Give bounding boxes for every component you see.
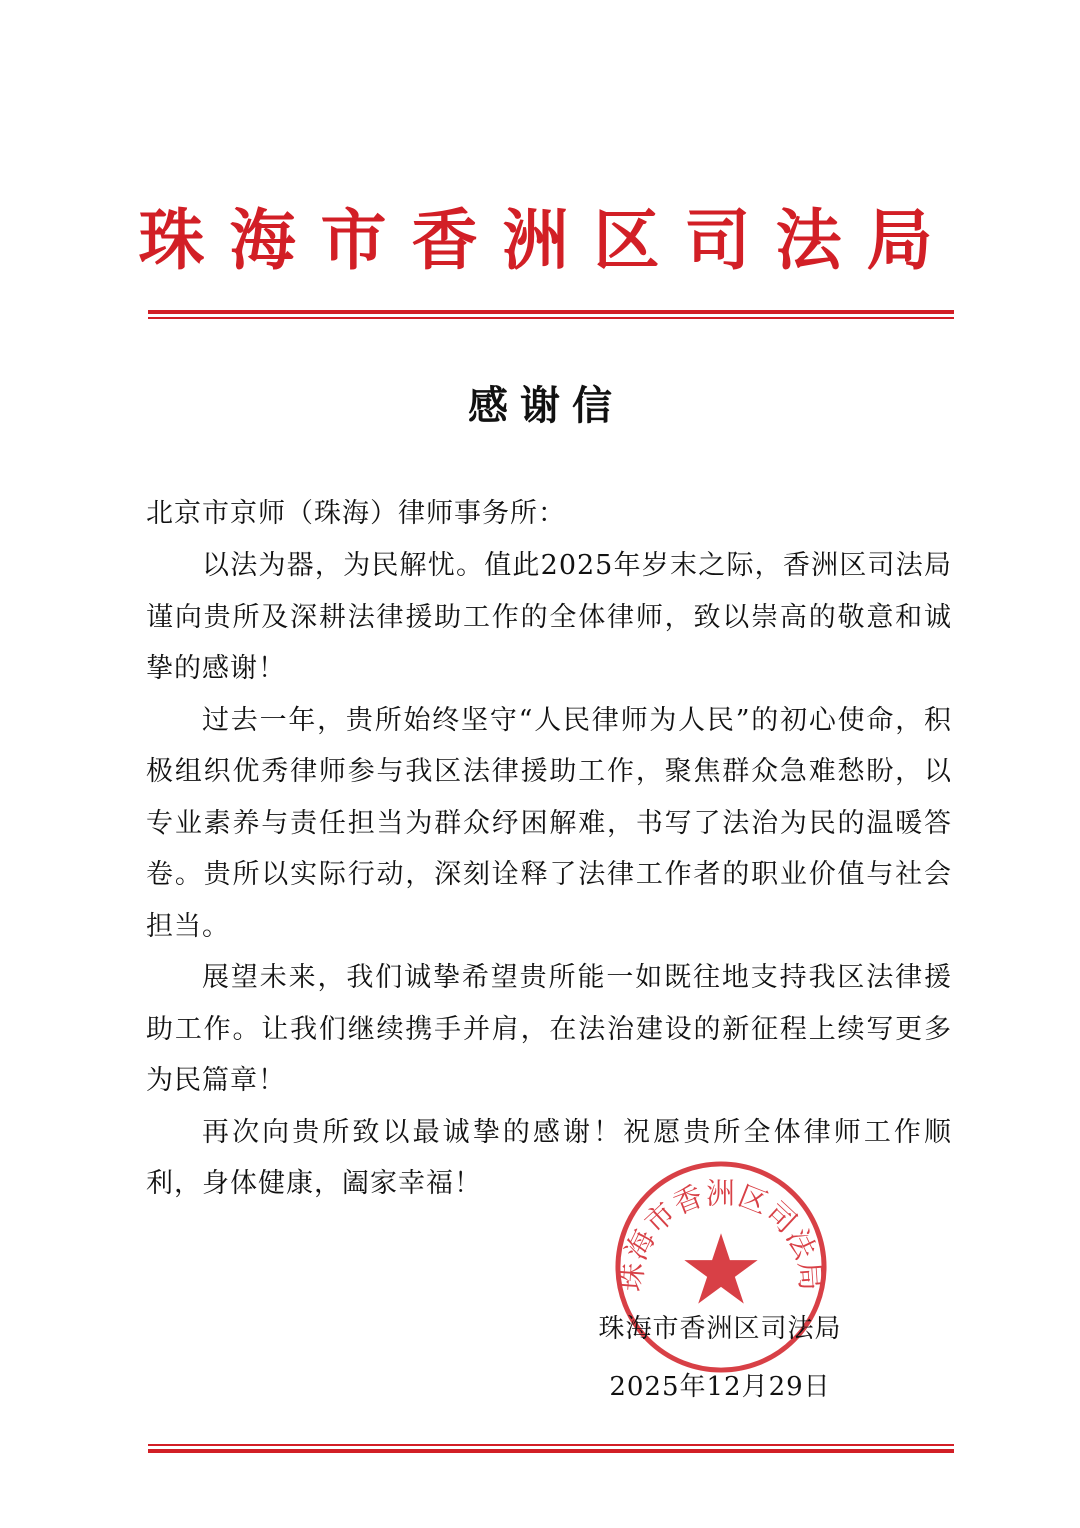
signature-org: 珠海市香洲区司法局: [598, 1314, 842, 1344]
paragraph: 过去一年，贵所始终坚守“人民律师为人民”的初心使命，积极组织优秀律师参与我区法律援助工作，聚焦群众急难愁盼，以专业素养与责任担当为群众纾困解难，书写了法治为民的温暖答卷。贵所以实际行动，深刻诠释了法律工作者的职业价值与社会担当。: [146, 704, 952, 942]
paragraph: 以法为器，为民解忧。值此2025年岁末之际，香洲区司法局谨向贵所及深耕法律援助工作的全体律师，致以崇高的敬意和诚挚的感谢！: [146, 550, 952, 684]
signature-block: [580, 1300, 860, 1416]
paragraph: 展望未来，我们诚挚希望贵所能一如既往地支持我区法律援助工作。让我们继续携手并肩，在法治建设的新征程上续写更多为民篇章！: [146, 962, 952, 1096]
footer-divider: [148, 1444, 954, 1453]
signature-date: 2025年12月29日: [609, 1372, 831, 1402]
star-icon: [684, 1233, 757, 1303]
letterhead-org-name: 珠海市香洲区司法局: [138, 201, 958, 279]
letterhead-divider: [148, 310, 954, 319]
salutation: 北京市京师（珠海）律师事务所：: [146, 498, 566, 529]
paragraph: 再次向贵所致以最诚挚的感谢！祝愿贵所全体律师工作顺利，身体健康，阖家幸福！: [146, 1116, 952, 1199]
seal-ring-text: 珠海市香洲区司法局: [613, 1176, 829, 1293]
letter-body: [146, 540, 952, 1210]
letter-title: 感谢信: [468, 382, 624, 429]
